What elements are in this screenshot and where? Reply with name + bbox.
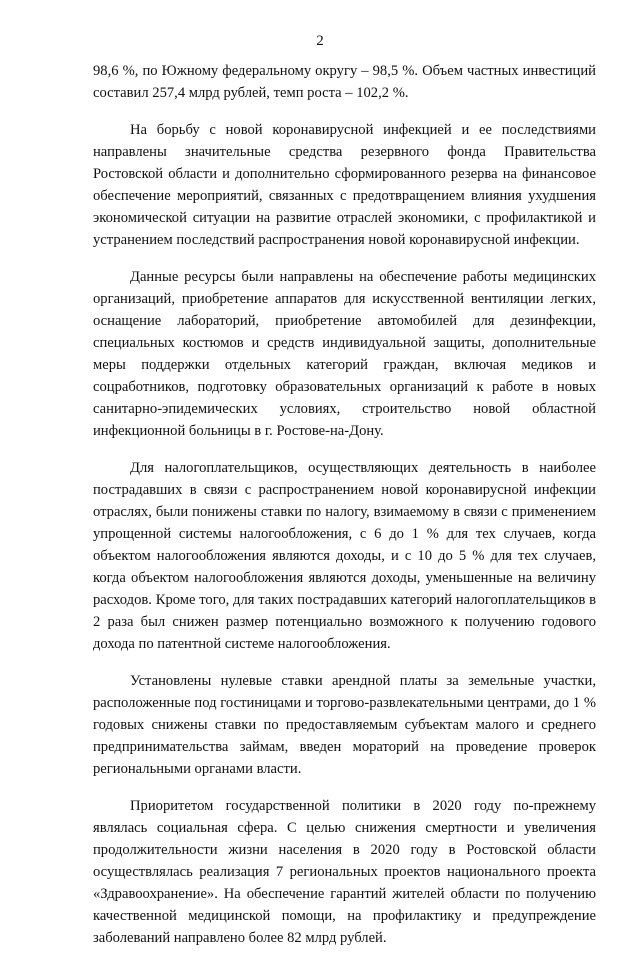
paragraph-investments: 98,6 %, по Южному федеральному округу – 98,5 %. Объем частных инвестиций составил 257,4 млрд рублей, темп роста – 102,2 %. [93, 63, 596, 101]
paragraph-reserve-fund: На борьбу с новой коронавирусной инфекцией и ее последствиями направлены значительные средства резервного фонда Правительства Ростовской области и дополнительно сформированного резерва на финансовое обеспечение мероприятий, связанных с предотвращением влияния ухудшения экономической ситуации на развитие отраслей экономики, с профилактикой и устранением последствий распространения новой коронавирусной инфекции. [93, 122, 596, 248]
paragraph-resources: Данные ресурсы были направлены на обеспечение работы медицинских организаций, приобретение аппаратов для искусственной вентиляции легких, оснащение лабораторий, приобретение автомобилей для дезинфекции, специальных костюмов и средств индивидуальной защиты, дополнительные меры поддержки отдельных категорий граждан, включая медиков и соцработников, подготовку образовательных организаций к работе в новых санитарно-эпидемических условиях, строительство новой областной инфекционной больницы в г. Ростове-на-Дону. [93, 269, 596, 439]
paragraph-rent-rates: Установлены нулевые ставки арендной платы за земельные участки, расположенные под гостиницами и торгово-развлекательными центрами, до 1 % годовых снижены ставки по предоставляемым субъектам малого и среднего предпринимательства займам, введен мораторий на проведение проверок региональными органами власти. [93, 673, 596, 777]
document-body [93, 60, 596, 964]
page-number: 2 [316, 33, 324, 49]
paragraph-tax-relief: Для налогоплательщиков, осуществляющих деятельность в наиболее пострадавших в связи с распространением новой коронавирусной инфекции отраслях, были понижены ставки по налогу, взимаемому в связи с применением упрощенной системы налогообложения, с 6 до 1 % для тех случаев, когда объектом налогообложения являются доходы, и с 10 до 5 % для тех случаев, когда объектом налогообложения являются доходы, уменьшенные на величину расходов. Кроме того, для таких пострадавших категорий налогоплательщиков в 2 раза был снижен размер потенциально возможного к получению годового дохода по патентной системе налогообложения. [93, 460, 596, 652]
paragraph-social-sphere: Приоритетом государственной политики в 2020 году по-прежнему являлась социальная сфера. С целью снижения смертности и увеличения продолжительности жизни населения в 2020 году в Ростовской области осуществлялась реализация 7 региональных проектов национального проекта «Здравоохранение». На обеспечение гарантий жителей области по получению качественной медицинской помощи, на профилактику и предупреждение заболеваний направлено более 82 млрд рублей. [93, 798, 596, 946]
